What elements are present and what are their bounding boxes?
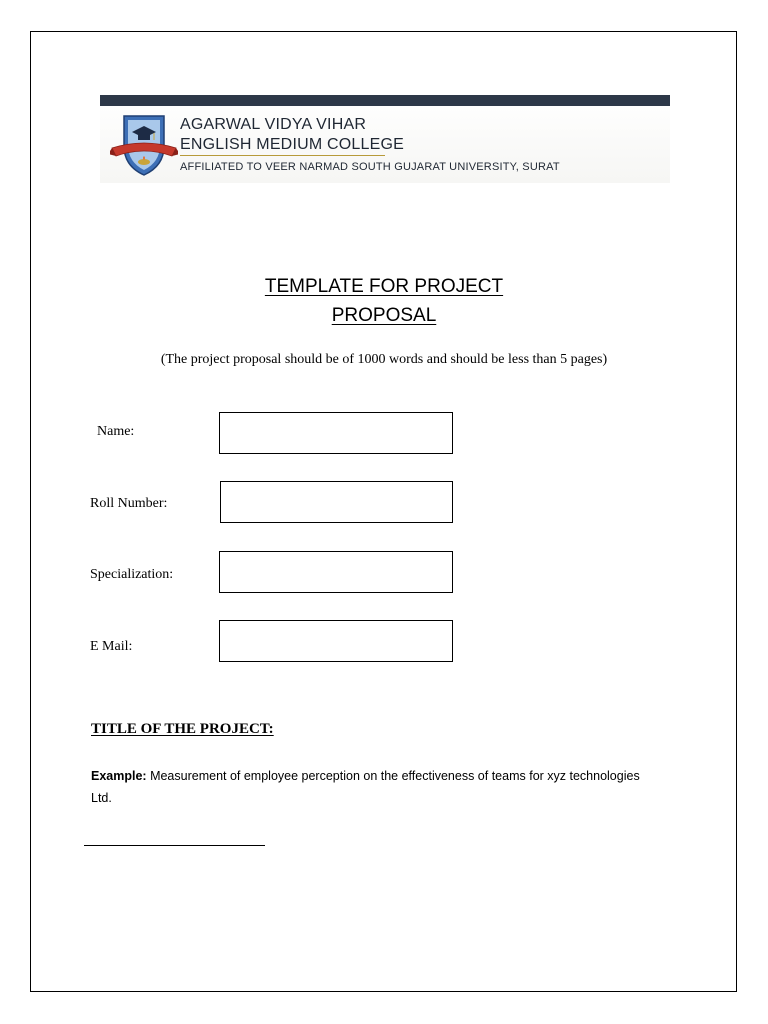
project-title-heading: TITLE OF THE PROJECT: bbox=[91, 721, 274, 737]
example-description: Measurement of employee perception on the effectiveness of teams for xyz technologies Ltd. bbox=[91, 769, 640, 805]
email-field[interactable] bbox=[219, 620, 453, 662]
proposal-instruction: (The project proposal should be of 1000 words and should be less than 5 pages) bbox=[160, 352, 608, 367]
document-title-line1: TEMPLATE FOR PROJECT bbox=[264, 276, 504, 297]
college-header bbox=[100, 95, 670, 183]
signature-line bbox=[84, 845, 265, 846]
email-label: E Mail: bbox=[90, 639, 133, 654]
specialization-label: Specialization: bbox=[90, 567, 174, 582]
college-name-line1: AGARWAL VIDYA VIHAR bbox=[180, 116, 367, 133]
document-title-line2: PROPOSAL bbox=[331, 305, 437, 326]
specialization-field[interactable] bbox=[219, 551, 453, 593]
roll-number-field[interactable] bbox=[220, 481, 453, 523]
name-field[interactable] bbox=[219, 412, 453, 454]
college-affiliation: AFFILIATED TO VEER NARMAD SOUTH GUJARAT UNIVERSITY, SURAT bbox=[180, 161, 560, 173]
project-example bbox=[91, 765, 651, 809]
roll-number-label: Roll Number: bbox=[90, 496, 168, 511]
college-name-line2: ENGLISH MEDIUM COLLEGE bbox=[180, 136, 385, 156]
name-label: Name: bbox=[97, 424, 135, 439]
example-label: Example: bbox=[91, 769, 147, 783]
college-crest-icon bbox=[110, 112, 178, 178]
header-bar bbox=[100, 95, 670, 106]
